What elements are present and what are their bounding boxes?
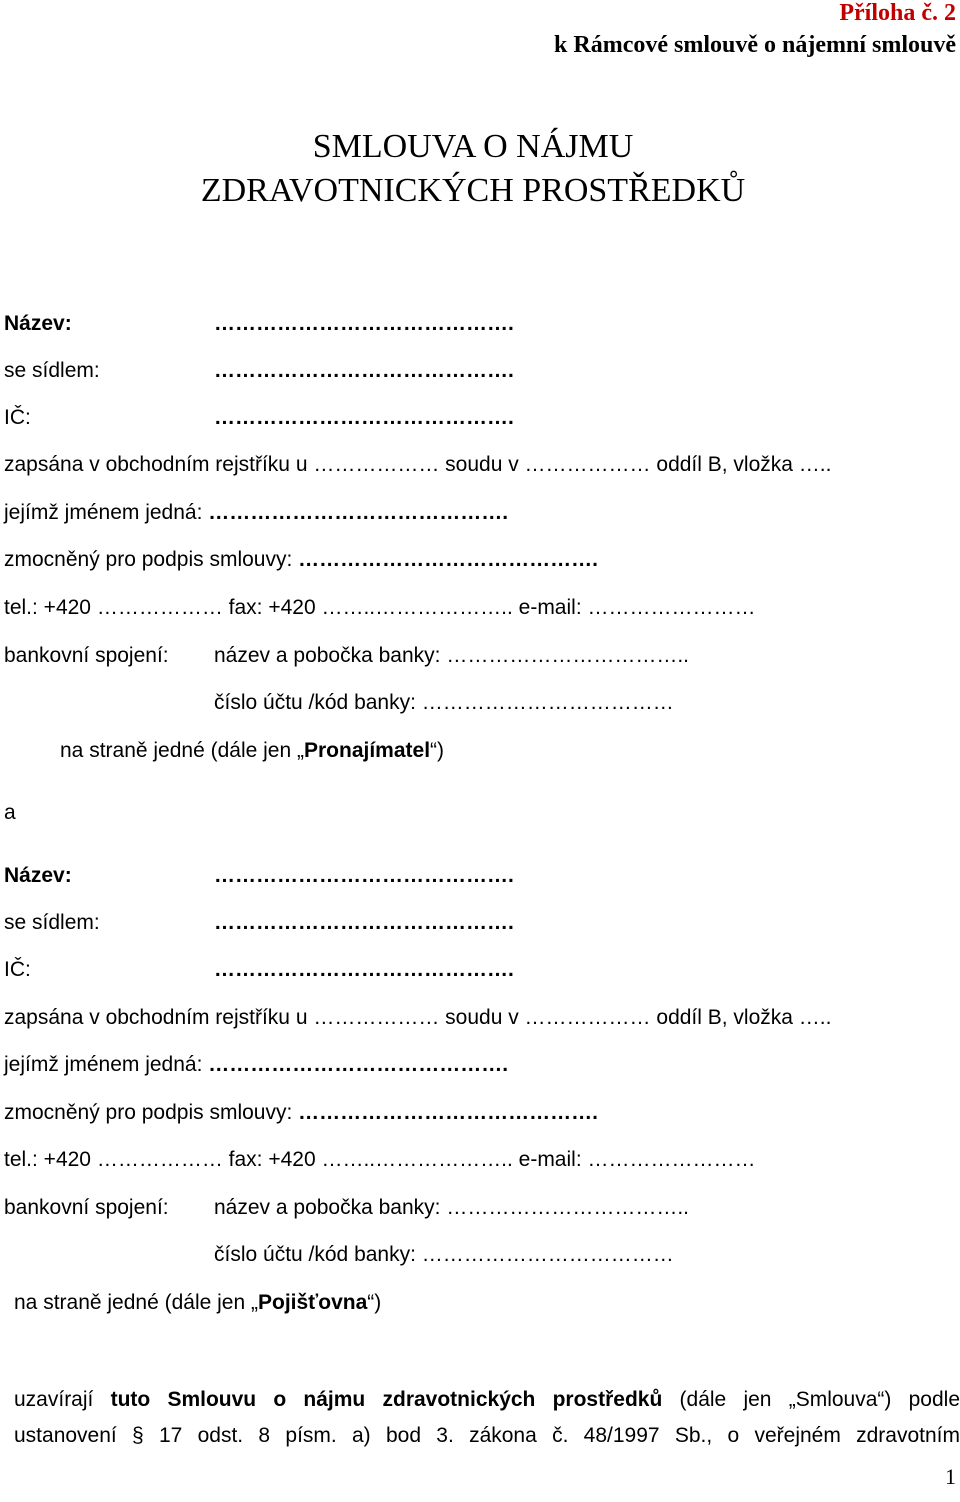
party1-authorized-value: …………………………………….	[298, 548, 598, 571]
party2-seat-value: …………………………………….	[214, 911, 514, 934]
party2-authorized-label: zmocněný pro podpis smlouvy:	[4, 1101, 293, 1124]
document-title-line2: ZDRAVOTNICKÝCH PROSTŘEDKŮ	[200, 172, 746, 209]
document-title-line1: SMLOUVA O NÁJMU	[312, 128, 634, 165]
party1-representative-value: …………………………………….	[208, 501, 509, 524]
party2-contact: tel.: +420 ……………… fax: +420 ……..……………….. e-mail: ……………………	[4, 1148, 756, 1171]
party2-representative-value: …………………………………….	[208, 1053, 509, 1076]
party2-name-label: Název:	[4, 864, 72, 887]
party2-ico-value: …………………………………….	[214, 958, 514, 981]
party1-side-prefix: na straně jedné (dále jen „	[60, 739, 304, 762]
closing-paragraph	[14, 1382, 960, 1454]
party1-bank-label: bankovní spojení:	[4, 644, 169, 667]
party1-register: zapsána v obchodním rejstříku u ……………… soudu v ……………… oddíl B, vložka …..	[4, 453, 832, 476]
party2-side-prefix: na straně jedné (dále jen „	[14, 1291, 258, 1314]
closing-l2-b: , o veřejném zdravotním	[706, 1424, 960, 1447]
party2-bank-label: bankovní spojení:	[4, 1196, 169, 1219]
party1-bank-name: název a pobočka banky: ……………………………..	[214, 644, 689, 667]
party1-name-value: …………………………………….	[214, 312, 514, 335]
annex-reference: k Rámcové smlouvě o nájemní smlouvě	[554, 32, 956, 58]
party2-bank-account: číslo účtu /kód banky: ………………………………	[214, 1243, 674, 1266]
party1-authorized-label: zmocněný pro podpis smlouvy:	[4, 548, 293, 571]
party1-seat-value: …………………………………….	[214, 359, 514, 382]
party1-contact: tel.: +420 ……………… fax: +420 ……..……………….. e-mail: ……………………	[4, 596, 756, 619]
party2-register: zapsána v obchodním rejstříku u ……………… soudu v ……………… oddíl B, vložka …..	[4, 1006, 832, 1029]
party2-authorized-value: …………………………………….	[298, 1101, 598, 1124]
party2-representative-label: jejímž jménem jedná:	[4, 1053, 203, 1076]
closing-l1-c: (dále jen „Smlouva“) podle	[662, 1388, 960, 1411]
closing-line-2	[14, 1418, 960, 1454]
party1-side-name: Pronajímatel	[304, 739, 431, 762]
party1-ico-label: IČ:	[4, 406, 31, 429]
party2-side-suffix: “)	[367, 1291, 382, 1314]
party1-ico-value: …………………………………….	[214, 406, 514, 429]
party2-side-designation	[14, 1291, 381, 1315]
closing-line-1	[14, 1382, 960, 1418]
party2-seat-label: se sídlem:	[4, 911, 100, 934]
party1-bank-account: číslo účtu /kód banky: ………………………………	[214, 691, 674, 714]
closing-l1-a: uzavírají	[14, 1388, 111, 1411]
party1-name-label: Název:	[4, 312, 72, 335]
annex-label: Příloha č. 2	[839, 0, 956, 26]
closing-l1-b: tuto Smlouvu o nájmu zdravotnických prostředků	[110, 1388, 663, 1411]
party2-side-name: Pojišťovna	[258, 1291, 368, 1314]
party2-bank-name: název a pobočka banky: ……………………………..	[214, 1196, 689, 1219]
party1-side-designation	[60, 739, 444, 763]
closing-l2-a: ustanovení § 17 odst. 8 písm. a) bod 3. zákona č. 48/1997 Sb.	[14, 1424, 707, 1447]
party1-representative-label: jejímž jménem jedná:	[4, 501, 203, 524]
party2-ico-label: IČ:	[4, 958, 31, 981]
party-connector: a	[4, 801, 16, 824]
party1-seat-label: se sídlem:	[4, 359, 100, 382]
party1-side-suffix: “)	[430, 739, 445, 762]
party2-name-value: …………………………………….	[214, 864, 514, 887]
page-number: 1	[945, 1464, 956, 1489]
